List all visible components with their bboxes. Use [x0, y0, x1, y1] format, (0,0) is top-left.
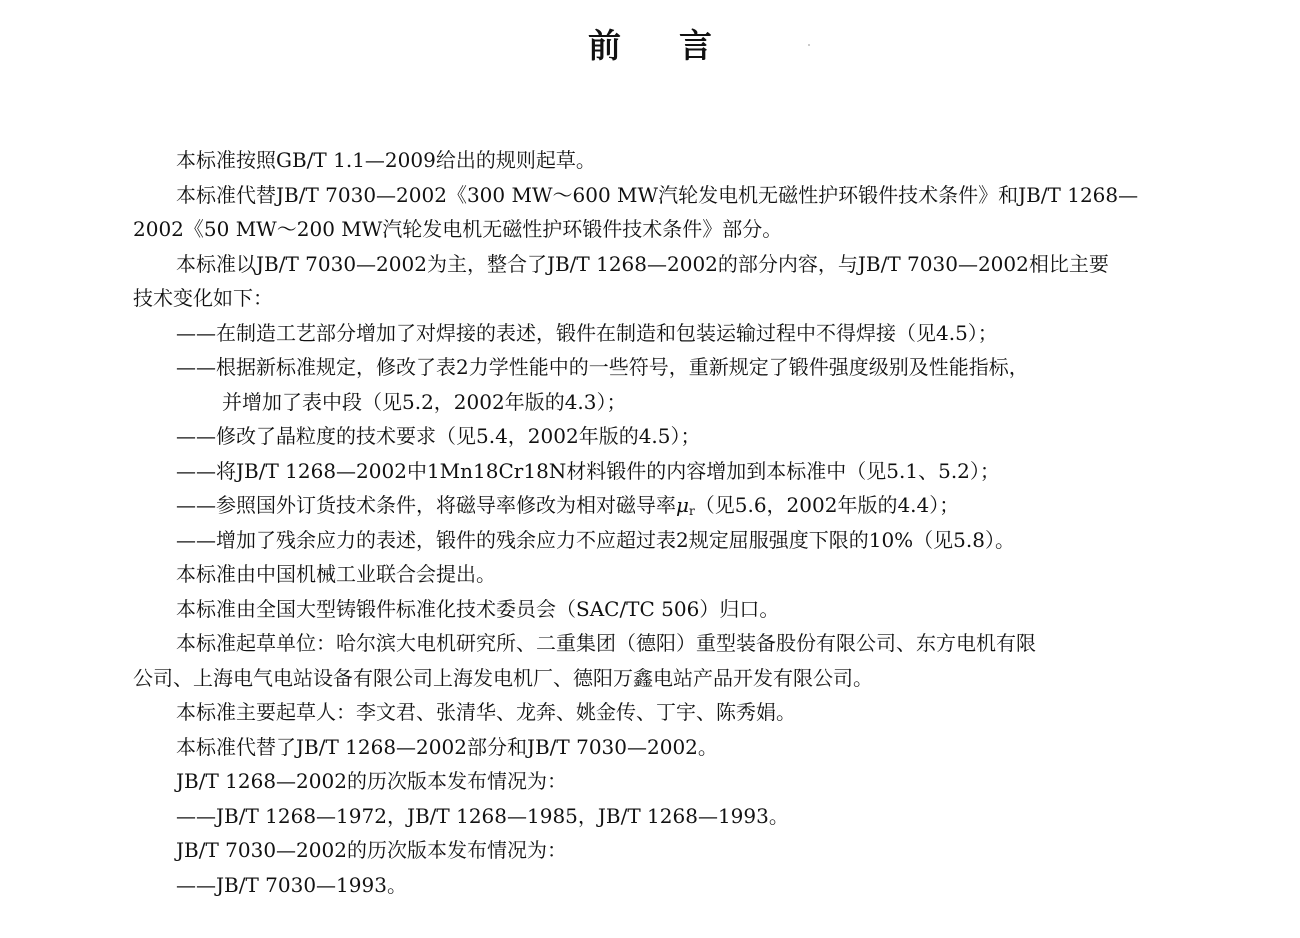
paragraph-centralized-by: 本标准由全国大型铸锻件标准化技术委员会（SAC/TC 506）归口。 [176, 596, 780, 621]
paragraph-history-7030-heading: JB/T 7030—2002的历次版本发布情况为： [176, 838, 567, 862]
change-item-residual-stress: ——增加了残余应力的表述，锻件的残余应力不应超过表2规定屈服强度下限的10%（见5.8）。 [176, 527, 1015, 552]
history-1268-item: ——JB/T 1268—1972，JB/T 1268—1985，JB/T 1268—1993。 [176, 803, 789, 828]
change-item-welding: ——在制造工艺部分增加了对焊接的表述，锻件在制造和包装运输过程中不得焊接（见4.5）； [176, 320, 998, 345]
change-item-permeability [133, 488, 1163, 523]
permeability-subscript: r [689, 504, 695, 518]
paragraph-drafting-units-line-2: 公司、上海电气电站设备有限公司上海发电机厂、德阳万鑫电站产品开发有限公司。 [133, 665, 873, 690]
document-body [133, 143, 1163, 902]
change-item-symbols-line-2: 并增加了表中段（见5.2，2002年版的4.3）； [222, 389, 627, 414]
change-item-material: ——将JB/T 1268—2002中1Mn18Cr18N材料锻件的内容增加到本标准中（见5.1、5.2）； [176, 458, 1000, 483]
paragraph-replaces-line-2: 2002《50 MW～200 MW汽轮发电机无磁性护环锻件技术条件》部分。 [133, 217, 783, 241]
page-title: 前言 [588, 26, 770, 65]
paragraph-drafting-units-line-1: 本标准起草单位：哈尔滨大电机研究所、二重集团（德阳）重型装备股份有限公司、东方电机有限 [176, 631, 1036, 655]
paragraph-replaced-standards: 本标准代替了JB/T 1268—2002部分和JB/T 7030—2002。 [176, 734, 718, 759]
history-7030-item: ——JB/T 7030—1993。 [176, 872, 407, 897]
permeability-text-before: ——参照国外订货技术条件，将磁导率修改为相对磁导率 [176, 493, 676, 517]
paragraph-replaces-line-1: 本标准代替JB/T 7030—2002《300 MW～600 MW汽轮发电机无磁性护环锻件技术条件》和JB/T 1268— [176, 182, 1139, 207]
paragraph-drafters: 本标准主要起草人：李文君、张清华、龙奔、姚金传、丁宇、陈秀娟。 [176, 700, 796, 724]
permeability-symbol: μ [676, 493, 689, 517]
paragraph-drafting-rules: 本标准按照GB/T 1.1—2009给出的规则起草。 [176, 148, 596, 172]
paragraph-changes-line-1: 本标准以JB/T 7030—2002为主，整合了JB/T 1268—2002的部分内容，与JB/T 7030—2002相比主要 [176, 251, 1109, 276]
paragraph-history-1268-heading: JB/T 1268—2002的历次版本发布情况为： [176, 769, 567, 793]
change-item-grain-size: ——修改了晶粒度的技术要求（见5.4，2002年版的4.5）； [176, 424, 701, 448]
paragraph-changes-line-2: 技术变化如下： [133, 286, 273, 310]
paragraph-proposed-by: 本标准由中国机械工业联合会提出。 [176, 562, 496, 586]
change-item-symbols-line-1: ——根据新标准规定，修改了表2力学性能中的一些符号，重新规定了锻件强度级别及性能指标， [176, 355, 1029, 379]
permeability-text-after: （见5.6，2002年版的4.4）； [694, 493, 960, 517]
